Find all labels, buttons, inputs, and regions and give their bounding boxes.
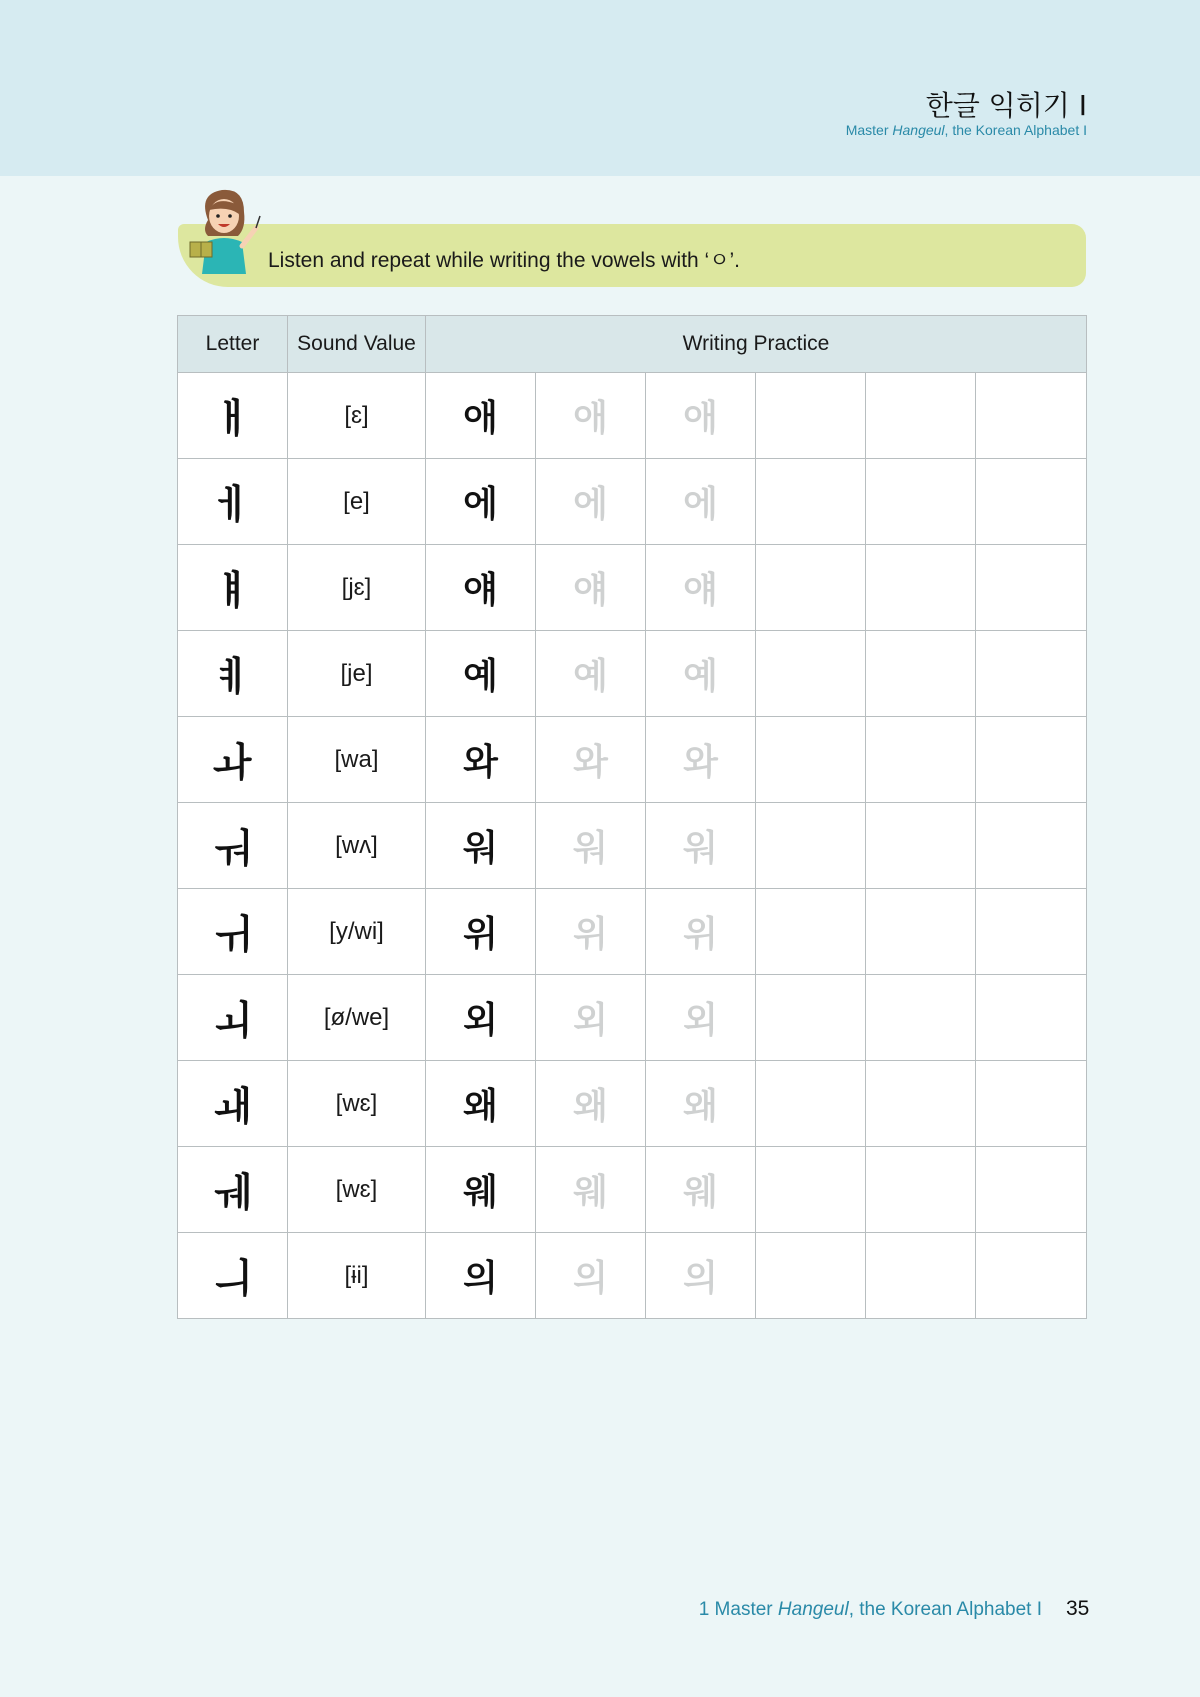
- sound-value: [ɨi]: [288, 1233, 426, 1319]
- table-row: [178, 717, 1087, 803]
- example-syllable: 애: [426, 373, 536, 459]
- practice-cell-blank[interactable]: [866, 1061, 976, 1147]
- practice-cell-blank[interactable]: [756, 373, 866, 459]
- example-syllable: 왜: [426, 1061, 536, 1147]
- example-syllable: 예: [426, 631, 536, 717]
- practice-cell-blank[interactable]: [756, 1061, 866, 1147]
- example-syllable: 와: [426, 717, 536, 803]
- example-syllable: 외: [426, 975, 536, 1061]
- practice-cell-blank[interactable]: [976, 459, 1087, 545]
- subtitle-em: Hangeul: [892, 122, 945, 138]
- sound-value: [jɛ]: [288, 545, 426, 631]
- trace-syllable: 외: [646, 975, 756, 1061]
- sound-value: [wʌ]: [288, 803, 426, 889]
- sound-value: [e]: [288, 459, 426, 545]
- trace-syllable: 얘: [536, 545, 646, 631]
- practice-cell-blank[interactable]: [756, 975, 866, 1061]
- practice-cell-blank[interactable]: [866, 1147, 976, 1233]
- practice-cell-blank[interactable]: [866, 459, 976, 545]
- sound-value: [y/wi]: [288, 889, 426, 975]
- page-number: 35: [1066, 1597, 1090, 1620]
- footer-post: , the Korean Alphabet I: [848, 1599, 1042, 1620]
- practice-cell-blank[interactable]: [756, 889, 866, 975]
- practice-cell-blank[interactable]: [756, 631, 866, 717]
- sound-value: [wɛ]: [288, 1147, 426, 1233]
- practice-cell-blank[interactable]: [976, 889, 1087, 975]
- sound-value: [wɛ]: [288, 1061, 426, 1147]
- practice-cell-blank[interactable]: [866, 1233, 976, 1319]
- practice-cell-blank[interactable]: [866, 373, 976, 459]
- footer-caption: [699, 1599, 1042, 1621]
- subtitle-post: , the Korean Alphabet I: [944, 122, 1087, 138]
- trace-syllable: 워: [646, 803, 756, 889]
- trace-syllable: 위: [646, 889, 756, 975]
- example-syllable: 웨: [426, 1147, 536, 1233]
- vowel-letter: ㅒ: [178, 545, 288, 631]
- instruction-banner: [178, 224, 1086, 287]
- header-letter: Letter: [178, 316, 288, 373]
- table-row: [178, 975, 1087, 1061]
- table-row: [178, 631, 1087, 717]
- sound-value: [je]: [288, 631, 426, 717]
- table-row: [178, 803, 1087, 889]
- practice-cell-blank[interactable]: [976, 717, 1087, 803]
- trace-syllable: 의: [536, 1233, 646, 1319]
- practice-cell-blank[interactable]: [976, 1147, 1087, 1233]
- practice-cell-blank[interactable]: [976, 803, 1087, 889]
- practice-cell-blank[interactable]: [756, 803, 866, 889]
- practice-cell-blank[interactable]: [756, 545, 866, 631]
- page-subtitle: [846, 122, 1087, 138]
- writing-practice-table: [177, 315, 1087, 1319]
- practice-cell-blank[interactable]: [866, 717, 976, 803]
- table-row: [178, 889, 1087, 975]
- page-title: 한글 익히기 I: [925, 89, 1087, 122]
- vowel-letter: ㅐ: [178, 373, 288, 459]
- sound-value: [wa]: [288, 717, 426, 803]
- table-row: [178, 373, 1087, 459]
- practice-cell-blank[interactable]: [976, 545, 1087, 631]
- header-sound-value: Sound Value: [288, 316, 426, 373]
- trace-syllable: 애: [646, 373, 756, 459]
- example-syllable: 얘: [426, 545, 536, 631]
- trace-syllable: 의: [646, 1233, 756, 1319]
- practice-cell-blank[interactable]: [866, 889, 976, 975]
- practice-cell-blank[interactable]: [976, 631, 1087, 717]
- example-syllable: 의: [426, 1233, 536, 1319]
- vowel-letter: ㅟ: [178, 889, 288, 975]
- trace-syllable: 웨: [646, 1147, 756, 1233]
- trace-syllable: 워: [536, 803, 646, 889]
- sound-value: [ø/we]: [288, 975, 426, 1061]
- vowel-letter: ㅢ: [178, 1233, 288, 1319]
- trace-syllable: 와: [536, 717, 646, 803]
- example-syllable: 워: [426, 803, 536, 889]
- trace-syllable: 얘: [646, 545, 756, 631]
- trace-syllable: 예: [646, 631, 756, 717]
- practice-cell-blank[interactable]: [756, 459, 866, 545]
- sound-value: [ɛ]: [288, 373, 426, 459]
- example-syllable: 위: [426, 889, 536, 975]
- practice-cell-blank[interactable]: [866, 803, 976, 889]
- vowel-letter: ㅙ: [178, 1061, 288, 1147]
- trace-syllable: 외: [536, 975, 646, 1061]
- practice-cell-blank[interactable]: [756, 1233, 866, 1319]
- table-row: [178, 545, 1087, 631]
- trace-syllable: 와: [646, 717, 756, 803]
- footer-em: Hangeul: [777, 1599, 849, 1620]
- practice-cell-blank[interactable]: [866, 975, 976, 1061]
- practice-cell-blank[interactable]: [866, 545, 976, 631]
- practice-cell-blank[interactable]: [756, 717, 866, 803]
- instruction-text: Listen and repeat while writing the vowels with ‘ㅇ’.: [268, 249, 741, 272]
- practice-cell-blank[interactable]: [866, 631, 976, 717]
- practice-cell-blank[interactable]: [976, 1233, 1087, 1319]
- trace-syllable: 에: [646, 459, 756, 545]
- practice-cell-blank[interactable]: [976, 975, 1087, 1061]
- practice-cell-blank[interactable]: [976, 1061, 1087, 1147]
- trace-syllable: 에: [536, 459, 646, 545]
- practice-cell-blank[interactable]: [976, 373, 1087, 459]
- vowel-letter: ㅘ: [178, 717, 288, 803]
- table-row: [178, 459, 1087, 545]
- example-syllable: 에: [426, 459, 536, 545]
- trace-syllable: 예: [536, 631, 646, 717]
- vowel-letter: ㅝ: [178, 803, 288, 889]
- subtitle-pre: Master: [845, 122, 893, 138]
- footer-pre: 1 Master: [698, 1599, 778, 1620]
- vowel-letter: ㅔ: [178, 459, 288, 545]
- trace-syllable: 웨: [536, 1147, 646, 1233]
- vowel-letter: ㅚ: [178, 975, 288, 1061]
- vowel-letter: ㅞ: [178, 1147, 288, 1233]
- practice-cell-blank[interactable]: [756, 1147, 866, 1233]
- table-row: [178, 1147, 1087, 1233]
- vowel-letter: ㅖ: [178, 631, 288, 717]
- trace-syllable: 위: [536, 889, 646, 975]
- table-header-row: [178, 316, 1087, 373]
- trace-syllable: 왜: [536, 1061, 646, 1147]
- table-row: [178, 1233, 1087, 1319]
- table-row: [178, 1061, 1087, 1147]
- header-writing-practice: Writing Practice: [426, 316, 1087, 373]
- trace-syllable: 애: [536, 373, 646, 459]
- teacher-illustration: [184, 184, 264, 274]
- trace-syllable: 왜: [646, 1061, 756, 1147]
